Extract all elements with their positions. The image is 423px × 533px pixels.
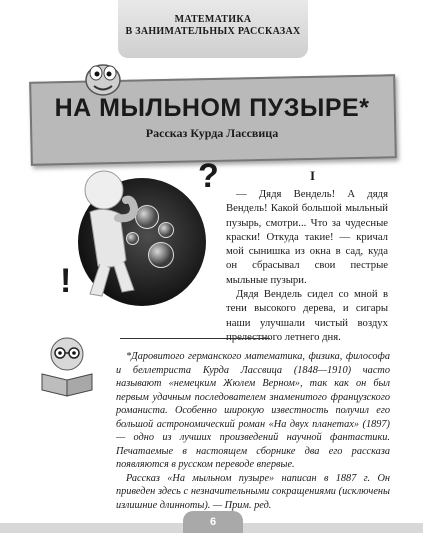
thinking-figure-illustration <box>72 168 152 300</box>
exclamation-mark-decoration: ! <box>60 262 72 300</box>
smiley-icon <box>82 58 124 98</box>
footnote-rule <box>120 338 270 339</box>
footnote <box>116 350 390 513</box>
footnote-paragraph-1: *Даровитого германского математика, физика, философа и беллетриста Курда Лассвица (1848—1910) часто называют «немецким Жюлем Верном», так как он был первым удачным последователем знаменитого французского романиста. Особенно широкую известность получил его большой астрономический роман «На двух планетах» (1897) — одно из лучших произведений научной фантастики. Печатаемые в настоящем сборнике два его рассказа появляются в русском переводе впервые. <box>116 351 390 471</box>
page-number: 6 <box>183 511 243 533</box>
story-paragraph-1: — Дядя Вендель! А дядя Вендель! Какой большой мыльный пузырь, смотри... Что за чудесные краски! Откуда такие! — кричал мой сынишка из окна в сад, куда он сбрасывал свои пестрые мыльные пузыри. <box>226 188 388 286</box>
story-title: НА МЫЛЬНОМ ПУЗЫРЕ* <box>54 94 370 122</box>
chapter-number: I <box>310 168 316 183</box>
running-header <box>118 0 308 58</box>
bubble-2 <box>158 222 174 238</box>
question-mark-decoration: ? <box>198 157 219 195</box>
footnote-paragraph-2: Рассказ «На мыльном пузыре» написан в 1887 г. Он приведен здесь с незначительными сокращениями (исключены излишние длинноты). — Прим. ред. <box>116 472 390 512</box>
story-text <box>226 187 388 344</box>
story-paragraph-2: Дядя Вендель сидел со мной в тени высокого дерева, и сигары наши улучшали чистый воздух прелестного летнего дня. <box>226 288 388 343</box>
story-subtitle: Рассказ Курда Лассвица <box>145 126 279 140</box>
header-line-1: МАТЕМАТИКА <box>174 14 252 25</box>
reading-character-icon <box>38 334 96 398</box>
header-line-2: В ЗАНИМАТЕЛЬНЫХ РАССКАЗАХ <box>125 26 301 37</box>
